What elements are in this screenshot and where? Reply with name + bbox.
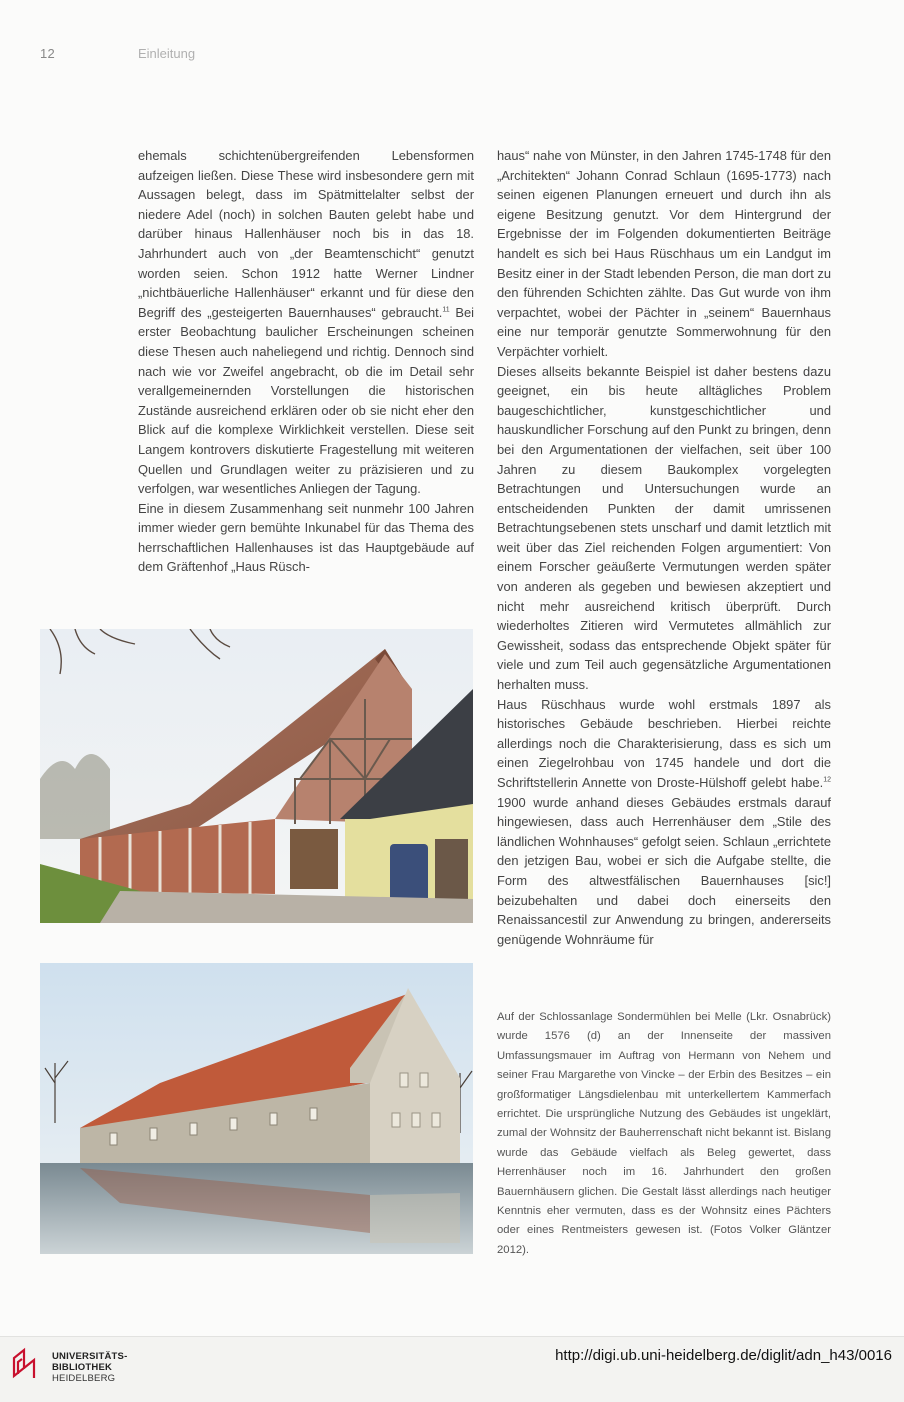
right-text-column bbox=[497, 146, 831, 949]
library-name: UNIVERSITÄTS- BIBLIOTHEK HEIDELBERG bbox=[52, 1351, 128, 1384]
photo-farmhouse bbox=[40, 629, 473, 923]
running-head: Einleitung bbox=[138, 46, 196, 61]
university-library-logo-icon bbox=[10, 1346, 44, 1380]
paragraph: Dieses allseits bekannte Beispiel ist daher bestens dazu geeignet, ein bis heute alltägliches Problem baugeschichtlicher, kunstgeschichtlicher und hauskundlicher Forschung auf den Punkt zu bringen, denn bei den Argumentationen der vielfachen, seit über 100 Jahren zu diesem Baukomplex vorgelegten Betrachtungen und Untersuchungen wurde an entscheidenden Punkten der damit umrissenen Betrachtungsebenen stets unscharf und damit letztlich mit weit über das Ziel reichenden Folgen argumentiert: Von einem Forscher geäußerte Vermutungen werden später von anderen als gegeben und bewiesen akzeptiert und nicht mehr ausreichend kritisch überprüft. Durch wiederholtes Zitieren wird Vermutetes allmählich zur Gewissheit, sodass das entsprechende Objekt später für viele und zum Teil auch gegensätzliche Argumentationen herhalten muss. bbox=[497, 363, 831, 693]
permalink-url[interactable]: http://digi.ub.uni-heidelberg.de/diglit/adn_h43/0016 bbox=[555, 1347, 892, 1364]
paragraph: haus“ nahe von Münster, in den Jahren 1745-1748 für den „Architekten“ Johann Conrad Schlaun (1695-1773) nach seinen eigenen Planungen erneuert und durch ihn als eigene Besitzung genutzt. Vor dem Hintergrund der Ergebnisse der im Folgenden dokumentierten Beiträge handelt es sich bei Haus Rüschhaus um ein Landgut im Besitz einer in der Stadt lebenden Person, die man dort zu den führenden Schichten zählte. Das Gut wurde von ihm verpachtet, wobei der Pächter in „seinem“ Bauernhaus eine nur temporär genutzte Sommerwohnung für den Verpächter vorhielt. bbox=[497, 148, 831, 359]
footnote-ref[interactable]: 11 bbox=[442, 306, 450, 314]
photo-manor-moat bbox=[40, 963, 473, 1254]
paragraph: Haus Rüschhaus wurde wohl erstmals 1897 als historisches Gebäude beschrieben. Hierbei reichte allerdings noch die Charakterisierung, dass es sich um einen Ziegelrohbau von 1745 handele und dort die Schriftstellerin Annette von Droste-Hülshoff gelebt habe.$^{12}$ 1900 wurde anhand dieses Gebäudes erstmals darauf hingewiesen, dass auch Herrenhäuser dem „Stile des ländlichen Wohnhauses“ gefolgt seien. Schlaun „errichtete den jetzigen Bau, wobei er sich die Aufgabe stellte, die Form des altwestfälischen Bauernhauses [sic!] beizubehalten und dabei doch einerseits den Renaissancestil zur Anwendung zu bringen, andererseits genügende Wohnräume für bbox=[497, 696, 831, 947]
figure-caption: Auf der Schlossanlage Sondermühlen bei Melle (Lkr. Osnabrück) wurde 1576 (d) an der Innenseite der massiven Umfassungsmauer im Auftrag von Hermann von Nehem und seiner Frau Margarethe von Vincke – der Erbin des Besitzes – ein großformatiger Längsdielenbau mit unterkellertem Kammerfach errichtet. Die ursprüngliche Nutzung des Gebäudes ist ungeklärt, zumal der Wohnsitz der Bauherrenschaft nicht bekannt ist. Bislang wurde das Gebäude vielfach als Beleg gewertet, dass Herrenhäuser noch im 16. Jahrhundert den großen Bauernhäusern glichen. Die Gestalt lässt allerdings nach heutiger Kenntnis eher vermuten, dass es der Wohnsitz eines Pächters oder eines Rentmeisters gewesen ist. (Fotos Volker Gläntzer 2012). bbox=[497, 1011, 831, 1256]
footnote-ref[interactable]: 12 bbox=[823, 776, 831, 784]
page-number: 12 bbox=[40, 46, 56, 61]
left-text-column bbox=[138, 146, 474, 577]
paragraph: ehemals schichtenübergreifenden Lebensformen aufzeigen ließen. Diese These wird insbesondere gern mit Aussagen belegt, dass im Spätmittelalter selbst der niedere Adel (noch) in solchen Bauten gelebt habe und darüber hinaus Hallenhäuser noch bis in das 18. Jahrhundert auch von „der Beamtenschicht“ genutzt worden seien. Schon 1912 hatte Werner Lindner „nichtbäuerliche Hallenhäuser“ erkannt und für diese den Begriff des „gesteigerten Bauernhauses“ gebraucht.$^{11}$ Bei erster Beobachtung baulicher Erscheinungen scheinen diese Thesen auch naheliegend und richtig. Dennoch sind nach wie vor Zweifel angebracht, ob die im Detail sehr verallgemeinernden Vorstellungen die historischen Zustände ausreichend erklären oder ob sie nicht eher den Blick auf die komplexe Wirklichkeit verstellen. Diese seit Langem kontrovers diskutierte Fragestellung mit weiteren Quellen und Grundlagen weiter zu präzisieren und zu verfolgen, war wesentliches Anliegen der Tagung. bbox=[138, 148, 474, 497]
footer-bar bbox=[0, 1336, 904, 1402]
paragraph: Eine in diesem Zusammenhang seit nunmehr 100 Jahren immer wieder gern bemühte Inkunabel für das Thema des herrschaftlichen Hallenhauses ist das Hauptgebäude auf dem Gräftenhof „Haus Rüsch- bbox=[138, 500, 474, 575]
